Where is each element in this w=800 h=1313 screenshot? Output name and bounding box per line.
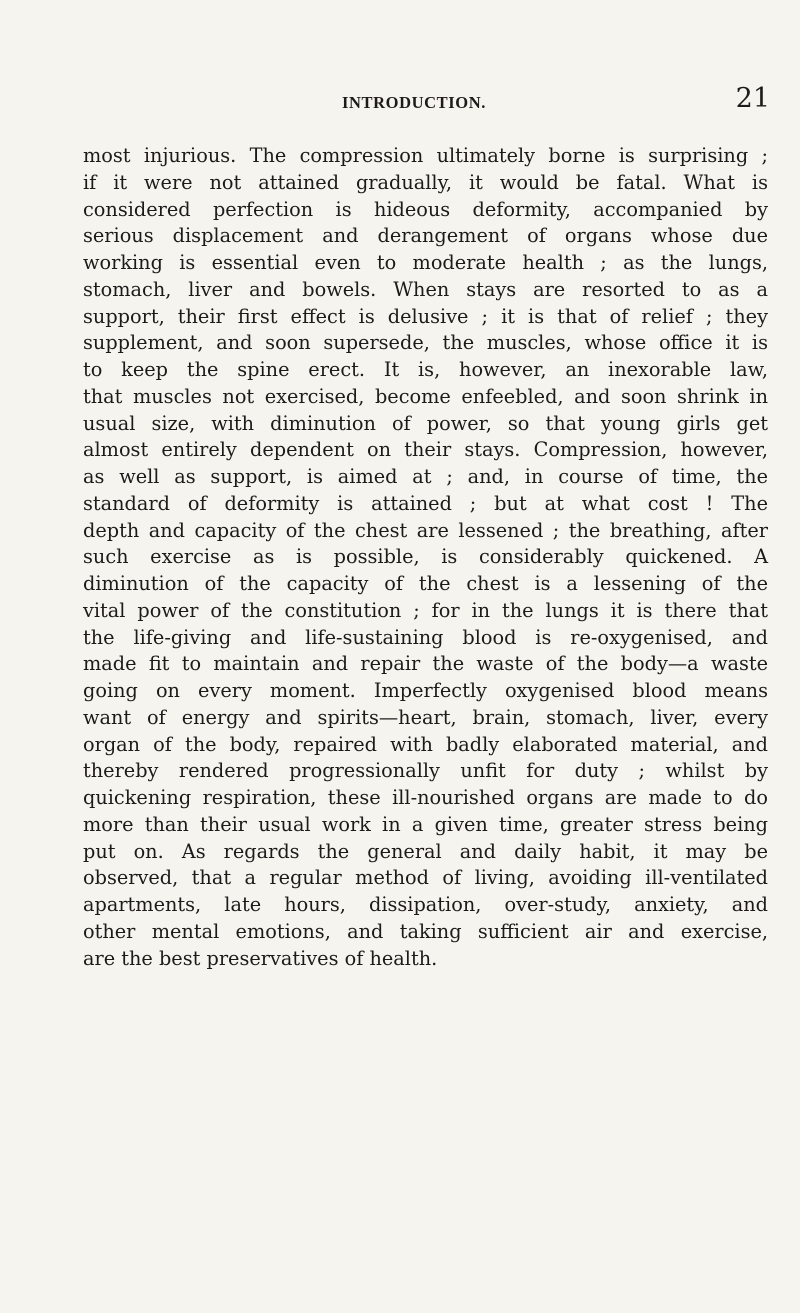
page-header bbox=[80, 83, 770, 123]
text-line: thereby rendered progressionally unfit for duty ; whilst by bbox=[83, 759, 768, 783]
text-line: other mental emotions, and taking sufficient air and exercise, bbox=[83, 919, 768, 943]
text-line: usual size, with diminution of power, so that young girls get bbox=[83, 411, 768, 435]
text-line: serious displacement and derangement of organs whose due bbox=[83, 224, 768, 248]
text-line: made fit to maintain and repair the waste of the body—a waste bbox=[83, 652, 768, 676]
text-line: quickening respiration, these ill-nourished organs are made to do bbox=[83, 786, 768, 809]
text-line: organ of the body, repaired with badly elaborated material, and bbox=[83, 732, 768, 756]
text-line: depth and capacity of the chest are lessened ; the breathing, after bbox=[83, 518, 768, 542]
text-line: apartments, late hours, dissipation, over-study, anxiety, and bbox=[83, 893, 768, 916]
text-line: going on every moment. Imperfectly oxygenised blood means bbox=[83, 679, 768, 702]
text-line: most injurious. The compression ultimately borne is surprising ; bbox=[83, 144, 768, 167]
text-line: vital power of the constitution ; for in the lungs it is there that bbox=[83, 598, 768, 622]
text-line: considered perfection is hideous deformity, accompanied by bbox=[83, 197, 768, 221]
running-title: INTRODUCTION. bbox=[342, 93, 486, 112]
text-line: if it were not attained gradually, it would be fatal. What is bbox=[83, 170, 768, 194]
text-line: that muscles not exercised, become enfeebled, and soon shrink in bbox=[83, 384, 768, 408]
text-line: want of energy and spirits—heart, brain, stomach, liver, every bbox=[83, 705, 768, 729]
text-line: the life-giving and life-sustaining blood is re-oxygenised, and bbox=[83, 625, 768, 649]
text-line: standard of deformity is attained ; but at what cost ! The bbox=[83, 491, 768, 515]
text-line: supplement, and soon supersede, the muscles, whose office it is bbox=[83, 331, 768, 355]
body-paragraph bbox=[83, 143, 768, 972]
text-line: diminution of the capacity of the chest is a lessening of the bbox=[83, 572, 768, 595]
text-line: almost entirely dependent on their stays. Compression, however, bbox=[83, 438, 768, 462]
text-line: working is essential even to moderate health ; as the lungs, bbox=[83, 251, 768, 274]
text-line: are the best preservatives of health. bbox=[83, 946, 438, 970]
text-line: such exercise as is possible, is considerably quickened. A bbox=[83, 545, 768, 569]
text-line: as well as support, is aimed at ; and, in course of time, the bbox=[83, 465, 768, 488]
text-line: support, their first effect is delusive ; it is that of relief ; they bbox=[83, 304, 768, 328]
text-line: more than their usual work in a given time, greater stress being bbox=[83, 812, 768, 836]
text-line: observed, that a regular method of living, avoiding ill-ventilated bbox=[83, 866, 768, 890]
page-number: 21 bbox=[735, 83, 770, 114]
text-line: put on. As regards the general and daily habit, it may be bbox=[83, 839, 768, 863]
text-line: to keep the spine erect. It is, however, an inexorable law, bbox=[83, 358, 768, 381]
text-line: stomach, liver and bowels. When stays are resorted to as a bbox=[83, 277, 768, 301]
